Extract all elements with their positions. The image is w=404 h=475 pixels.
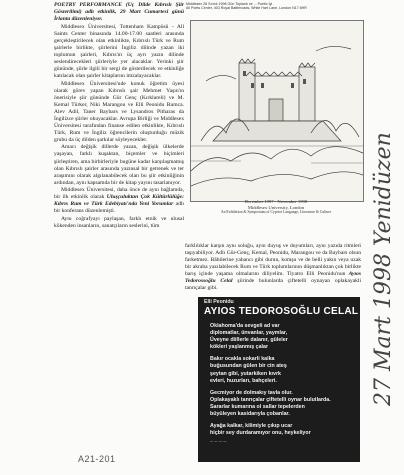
- poem-stanza: Bakır ocakla sokarli kalka buğusundan gülen bir cin ateş şeytan gibi, yutarkiken kıvrk evleri, huzurları, bahçeleri.: [210, 356, 287, 384]
- poem-author: Elli Peonidu: [204, 299, 234, 305]
- caption-subtitle: An Exhibition & Symposium of Cypriot Language, Literature & Culture: [220, 210, 332, 215]
- article-paragraph-5: Aynı coğrafyayı paylaşan, farklı etnik ve ulusal kökenden insanların, sanatçıların seslerini, tüm: [54, 215, 184, 229]
- poem-stanza: Oklahoma'da sevgeli ad var diplomatlar, ünvanlar, yaymlar, Üveyne diillerle dalanır, güleler kökleri yaşlanmış çalar: [210, 323, 288, 351]
- article-paragraph-4: Middlesex Üniversitesi, daha önce de aynı bağlamda, bir ilk etkinlik olarak Uluşçuluktan Çok Kültürlülüğe: Kıbrıs Rum ve Türk Edebiyatı'nda Yeni Yorumlar adlı bir konferans düzenlemişti.: [54, 187, 184, 215]
- castle-landscape-drawing: [191, 21, 363, 201]
- caption-dates: Dcrember 1997 - November 1998: [244, 199, 308, 204]
- flyer-heading-line-1: Middlesex 28 Sınırlı 1998 Gün Toplantı ve ... Poetic İyi: [186, 2, 273, 6]
- middle-paragraph: farklılıklar karşın aynı soluğu, aynı duyuş ve duyumları, aynı yazıda ritmleri taşıyabiliyor. Adlı Gür-Genç, Kemal, Peonidu, Marangou ve da Baybars olsun farketmez. Bâbilerine yabancı gibi durun, komşu ve de belli yakın veya uzak bir akraba yazılabilecek Rum ve Türk toplumlarının düşmanlıktan çok birlikte barış içinde yaşama olmalarını diliyelim. Tiyatro Elli Peonidu'nun Ayıos Tedorossoğlu Celal şiirinde bulunlarda çiftetelli oynayan oplakayakli tanrıçalar gibi.: [185, 243, 361, 292]
- flyer-heading-line-2: All Poets Center, 403 Royal Battleroads, White Hart Lane, London N17 8HR: [186, 6, 307, 11]
- article-paragraph-1: Middlesex Üniversitesi, Tottenham Kampüsü - All Saints Center binasında 14.00-17.00 saatleri arasında gerçekleştirilecek olan etkinlikte, Kıbrıslı Türk ve Rum şairlerle birlikte, şiirlerini İngiliz dilinde yazan iki toplumun şairleri, Kıbrıs'ın üç ayrı yazın dilinde seslendirecekleri şiirleriyle yer alacaklar. Yerinki şiir gününde, şiirle ilgili bir sergi de gösterilecek ve etkinliğe katılacak olan şairler kitaplarını imzalayacaklar.: [54, 23, 184, 79]
- exhibition-illustration: [190, 20, 364, 202]
- article-intro-text: POETRY PERFORMANCE (Üç Dilde Kıbrıslı Şiir Gösterilimi) adlı etkinlik, 29 Mart Cumartesi günü İrlanta düzenleniyor.: [54, 2, 184, 23]
- illustration-caption: [190, 199, 362, 216]
- article-paragraph-2: Middlesex Üniversitesi'nde konuk öğretim üyesi olarak görev yapan Kıbrıslı şair Mehmet Yaşın'ın önerisiyle şiir gününde Gür Genç (Kırklareli) ve M. Kemal Türker, Niki Marangou ve Elli Peonidu Rumca. Alev Adil, Taner Baybars ve Lysandros Pitharas da İngilizce şiirler okuyacaklar. Avrupa Birliği ve Middlesex Üniversitesi tarafından finanse edilen etkinlikte, Kıbrıslı Türk, Rum ve İngiliz öğrencilerin oluşturduğu müzik grubu da üç dilden şarkılar söyleyecekler.: [54, 80, 184, 143]
- flyer-heading: [186, 2, 362, 11]
- poem-title: AYIOS TEDOROSOĞLU CELAL: [204, 306, 359, 317]
- poem-body: [210, 323, 356, 449]
- caption-venue: Middlesex University, London: [247, 204, 305, 210]
- poem-stanza: Ayağa kalkar, kilimiyle çıkıp ucar hiçbir sey durdaramıyor onu, heykeliyor _ _ _ _: [210, 423, 311, 444]
- article-middle-column: [185, 243, 361, 298]
- poem-stanza: Gecmiyor de dolmakıy tavla olur. Oplakayaklı tanrıçalar çiftetelli oynar bulutlarda. Sararlar kumarına ol sallar tepelerden büyüleyen kasidarıyla çobanlar.: [210, 389, 331, 418]
- archive-code: A21-201: [78, 454, 116, 464]
- article-paragraph-3: Amacı değişik dillerde yazan, değişik ülkelerde yaşayan, farklı kuşaktan, biçemler ve biçimleri şiirleştiren, ama birbirleriyle bugüne kadar karşılaşmamış olan Kıbrıslı şairler arasında yazınsal bir getrenek ve ter araşımını olarak algılanabilecek olan bu şiir etkinliğinin ardından, aynı kapsamda bir de kitap yayını tasarlanıyor.: [54, 144, 184, 186]
- article-intro: [54, 2, 184, 23]
- annotation-text: 27 Mart 1998 Yenidüzen: [371, 132, 396, 406]
- article-left-column: [54, 2, 184, 432]
- poem-box: [198, 297, 360, 462]
